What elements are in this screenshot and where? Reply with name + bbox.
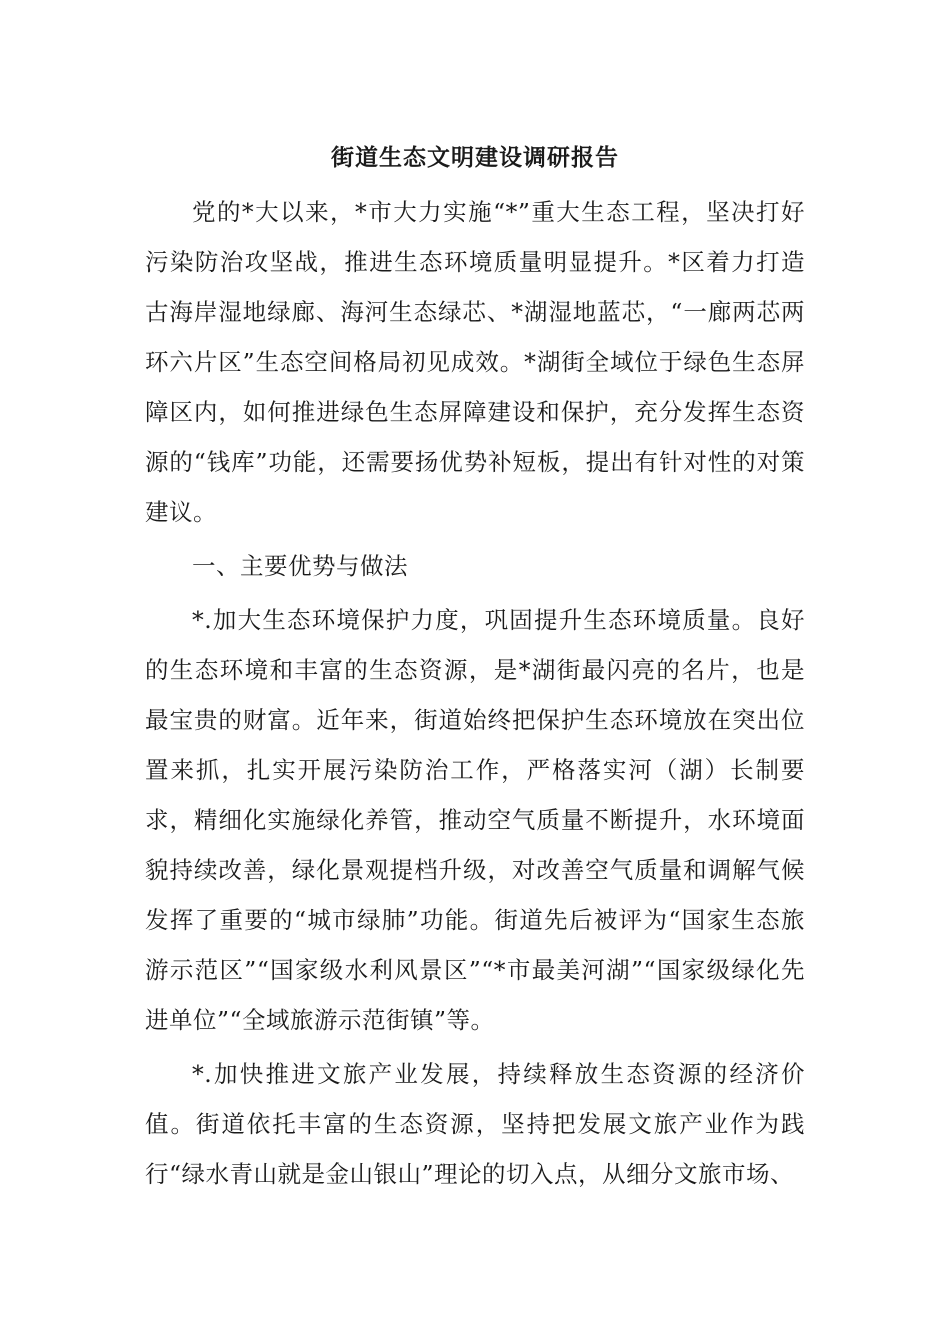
paragraph-intro: 党的*大以来，*市大力实施“*”重大生态工程，坚决打好污染防治攻坚战，推进生态环境质量明显提升。*区着力打造古海岸湿地绿廊、海河生态绿芯、*湖湿地蓝芯，“一廊两芯两环六片区”生态空间格局初见成效。*湖街全域位于绿色生态屏障区内，如何推进绿色生态屏障建设和保护，充分发挥生态资源的“钱库”功能，还需要扬优势补短板，提出有针对性的对策建议。 (145, 198, 805, 526)
paragraph-cultural-tourism: *.加快推进文旅产业发展，持续释放生态资源的经济价值。街道依托丰富的生态资源，坚持把发展文旅产业作为践行“绿水青山就是金山银山”理论的切入点，从细分文旅市场、 (145, 1060, 805, 1188)
section-heading: 一、主要优势与做法 (192, 552, 408, 580)
paragraph-ecology-protection: *.加大生态环境保护力度，巩固提升生态环境质量。良好的生态环境和丰富的生态资源，是*湖街最闪亮的名片，也是最宝贵的财富。近年来，街道始终把保护生态环境放在突出位置来抓，扎实开展污染防治工作，严格落实河（湖）长制要求，精细化实施绿化养管，推动空气质量不断提升，水环境面貌持续改善，绿化景观提档升级，对改善空气质量和调解气候发挥了重要的“城市绿肺”功能。街道先后被评为“国家生态旅游示范区”“国家级水利风景区”“*市最美河湖”“国家级绿化先进单位”“全域旅游示范街镇”等。 (145, 606, 805, 1034)
document-title: 街道生态文明建设调研报告 (331, 144, 619, 171)
